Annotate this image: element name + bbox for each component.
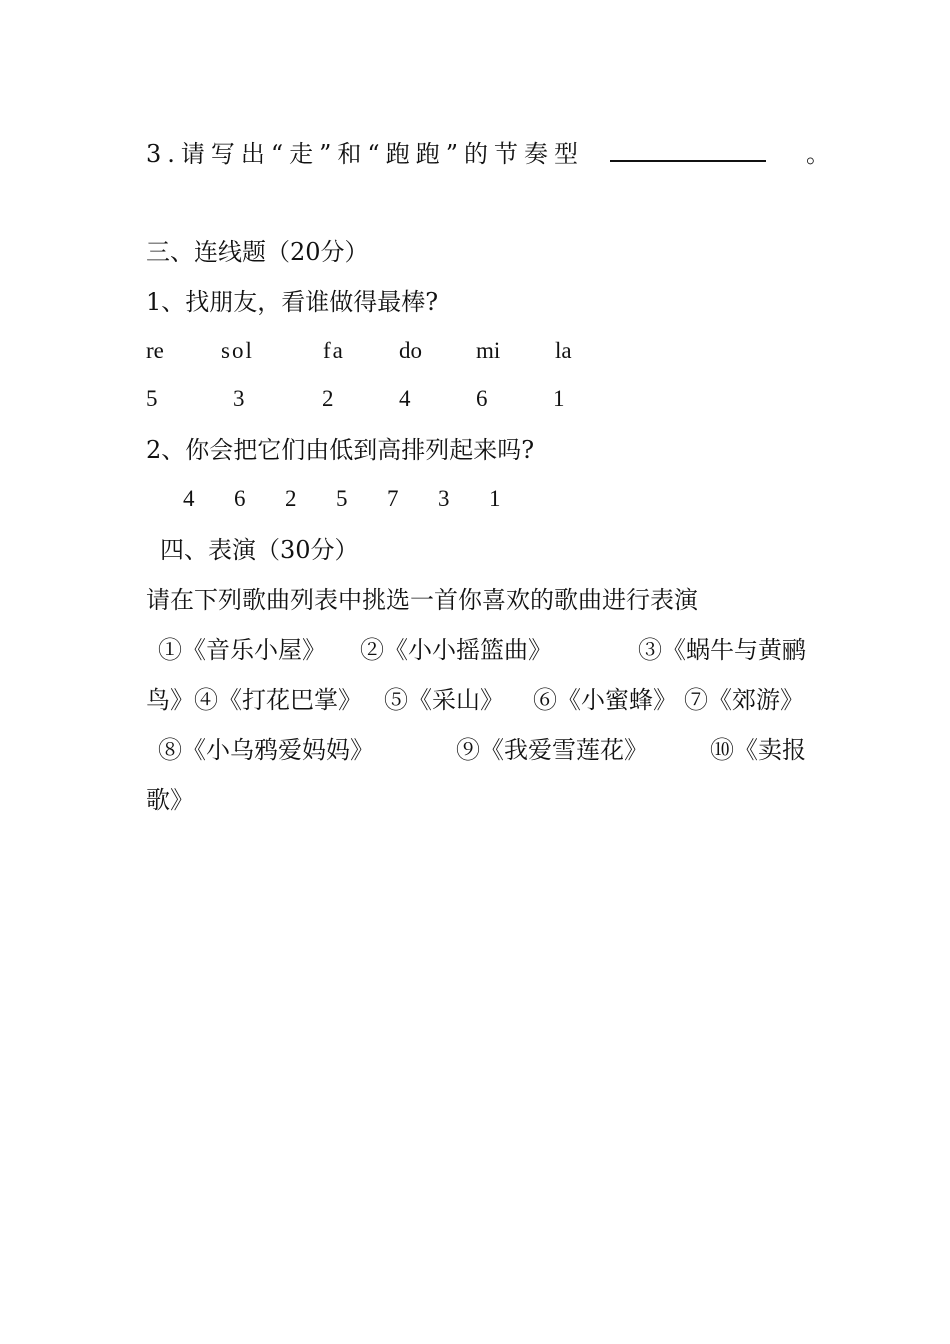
section-3-q2-prompt: 2、你会把它们由低到高排列起来吗? <box>146 436 535 464</box>
song-item: ⑨《我爱雪莲花》 <box>456 736 648 764</box>
song-item: 鸟》 <box>146 686 194 714</box>
order-number: 4 <box>183 486 195 511</box>
solfege-name: do <box>399 338 422 363</box>
solfege-name: sol <box>221 338 254 363</box>
song-item: ④《打花巴掌》 <box>194 686 362 714</box>
song-item: ⑦《郊游》 <box>684 686 804 714</box>
question-3-text: 3.请写出“走”和“跑跑”的节奏型 <box>146 140 584 168</box>
solfege-name: la <box>555 338 572 363</box>
section-3-q1-prompt: 1、找朋友，看谁做得最棒? <box>146 288 439 316</box>
song-item: ①《音乐小屋》 <box>158 636 326 664</box>
solfege-number: 5 <box>146 386 158 411</box>
solfege-name: mi <box>476 338 501 363</box>
song-item: ⑥《小蜜蜂》 <box>533 686 677 714</box>
order-number: 1 <box>489 486 501 511</box>
section-3-heading: 三、连线题（20分） <box>146 238 369 266</box>
solfege-number: 6 <box>476 386 488 411</box>
order-number: 6 <box>234 486 246 511</box>
order-number: 3 <box>438 486 450 511</box>
solfege-number: 4 <box>399 386 411 411</box>
song-item: ②《小小摇篮曲》 <box>360 636 552 664</box>
answer-blank[interactable] <box>610 160 766 162</box>
order-number: 2 <box>285 486 297 511</box>
solfege-name: re <box>146 338 164 363</box>
song-item: ③《蜗牛与黄鹂 <box>638 636 806 664</box>
section-4-heading: 四、表演（30分） <box>160 536 359 564</box>
solfege-name: fa <box>323 338 345 363</box>
song-item: ⑤《采山》 <box>384 686 504 714</box>
order-number: 5 <box>336 486 348 511</box>
song-item: 歌》 <box>146 786 194 814</box>
song-item: ⑩《卖报 <box>710 736 806 764</box>
order-number: 7 <box>387 486 399 511</box>
solfege-number: 2 <box>322 386 334 411</box>
section-4-instruction: 请在下列歌曲列表中挑选一首你喜欢的歌曲进行表演 <box>146 586 698 614</box>
solfege-number: 1 <box>553 386 565 411</box>
solfege-number: 3 <box>233 386 245 411</box>
question-3-end-mark: 。 <box>806 140 830 168</box>
song-item: ⑧《小乌鸦爱妈妈》 <box>158 736 374 764</box>
